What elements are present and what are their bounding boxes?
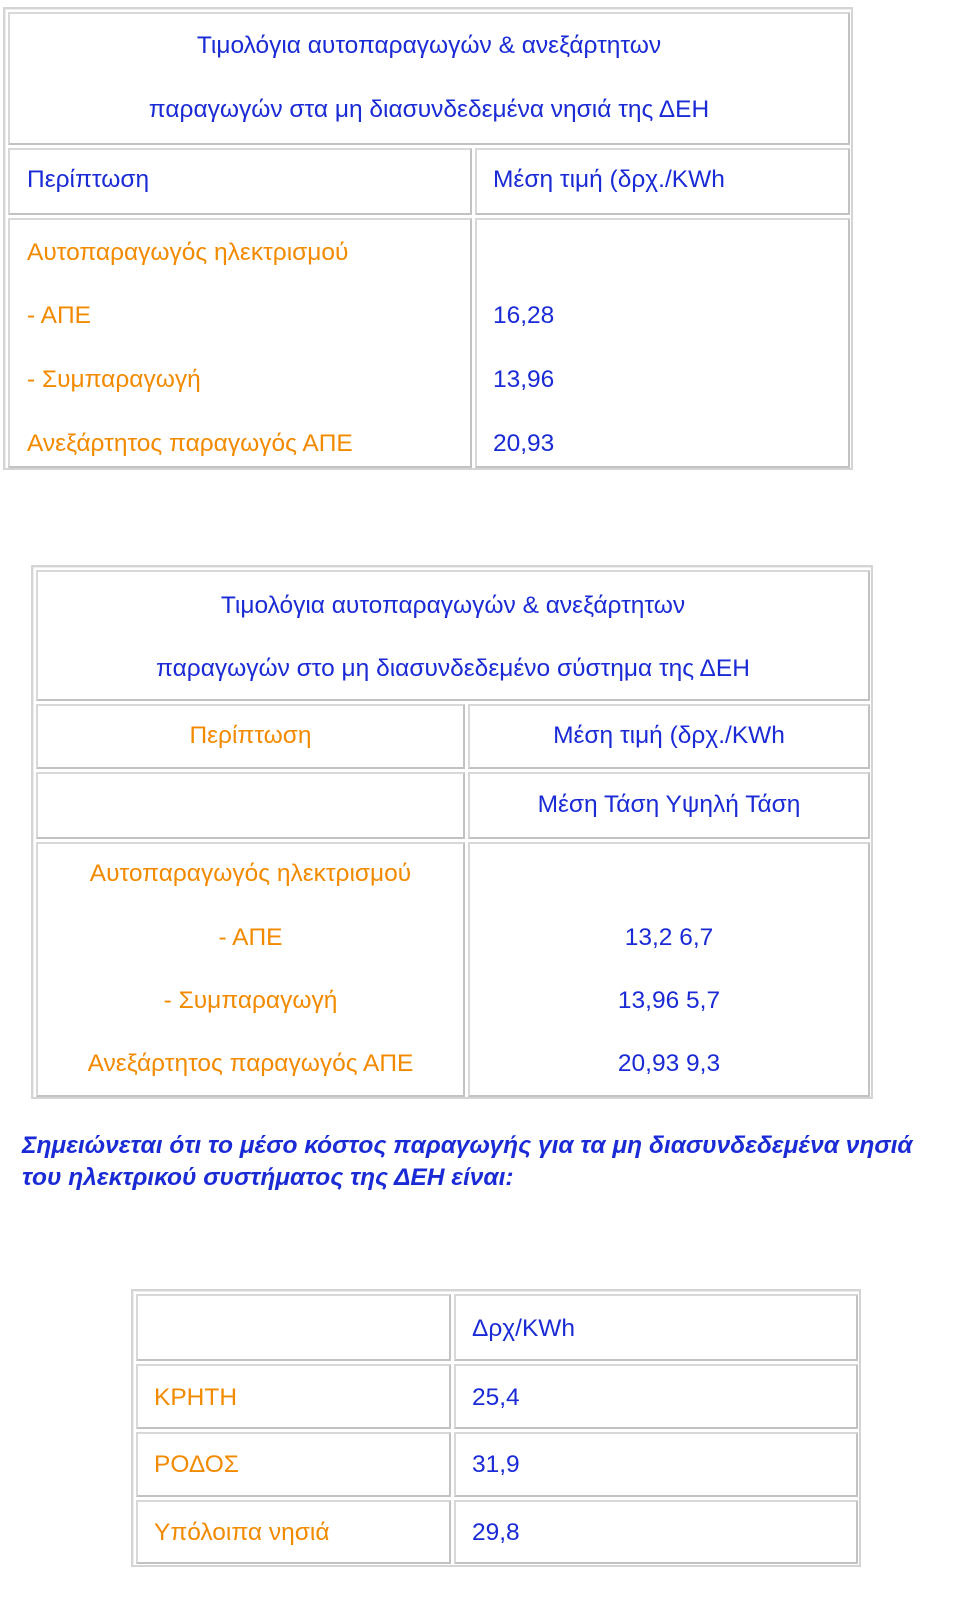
cost-cell [454,1432,858,1497]
values-cell [475,218,850,468]
row-label: - ΑΠΕ [27,302,91,329]
header-price-cell [475,148,850,215]
row-label: - ΑΠΕ [218,924,283,951]
row-value: 13,96 5,7 [617,987,721,1014]
header-case: Περίπτωση [189,722,312,749]
region-cell [136,1364,451,1429]
unit-header: Δρχ/KWh [472,1315,576,1342]
table-title-line2: παραγωγών στα μη διασυνδεδεμένα νησιά της ΔΕΗ [148,96,710,123]
region-label: ΡΟΔΟΣ [154,1451,239,1478]
row-label: - Συμπαραγωγή [27,366,201,393]
cost-value: 31,9 [472,1451,520,1478]
region-label: ΚΡΗΤΗ [154,1384,238,1411]
row-value: 13,96 [493,366,555,393]
production-cost-table [131,1289,861,1567]
row-value: 20,93 9,3 [617,1050,721,1077]
table-title-cell [36,570,870,701]
cost-cell [454,1364,858,1429]
cost-value: 25,4 [472,1384,520,1411]
header-case: Περίπτωση [27,166,150,193]
cost-note: Σημειώνεται ότι το μέσο κόστος παραγωγής για τα μη διασυνδεδεμένα νησιά του ηλεκτρικού συστήματος της ΔΕΗ είναι: [22,1132,913,1191]
row-value: 20,93 [493,430,555,457]
table-title-line1: Τιμολόγια αυτοπαραγωγών & ανεξάρτητων [196,32,662,59]
labels-cell [36,842,465,1097]
region-cell [136,1432,451,1497]
tariff-table-system [31,565,873,1099]
row-label: Ανεξάρτητος παραγωγός ΑΠΕ [27,430,353,457]
subheader-voltage-cell [468,772,870,839]
subheader-empty-cell [36,772,465,839]
table-title-line2: παραγωγών στο μη διασυνδεδεμένο σύστημα της ΔΕΗ [156,655,750,682]
tariff-table-islands [3,7,853,470]
region-label: Υπόλοιπα νησιά [154,1519,330,1546]
cost-cell [454,1500,858,1564]
row-value: 16,28 [493,302,555,329]
header-empty-cell [136,1294,451,1361]
table-title-cell [8,12,850,145]
values-cell [468,842,870,1097]
labels-cell [8,218,472,468]
voltage-subheader: Μέση Τάση Υψηλή Τάση [537,791,801,818]
row-label: Αυτοπαραγωγός ηλεκτρισμού [89,860,412,887]
row-label: Ανεξάρτητος παραγωγός ΑΠΕ [87,1050,414,1077]
row-value: 13,2 6,7 [624,924,714,951]
header-price: Μέση τιμή (δρχ./KWh [493,166,725,193]
row-label: Αυτοπαραγωγός ηλεκτρισμού [27,239,349,266]
header-price-cell [468,704,870,769]
cost-value: 29,8 [472,1519,520,1546]
header-price: Μέση τιμή (δρχ./KWh [553,722,785,749]
region-cell [136,1500,451,1564]
table-title-line1: Τιμολόγια αυτοπαραγωγών & ανεξάρτητων [220,592,686,619]
header-case-cell [8,148,472,215]
header-case-cell [36,704,465,769]
header-unit-cell [454,1294,858,1361]
row-label: - Συμπαραγωγή [163,987,338,1014]
